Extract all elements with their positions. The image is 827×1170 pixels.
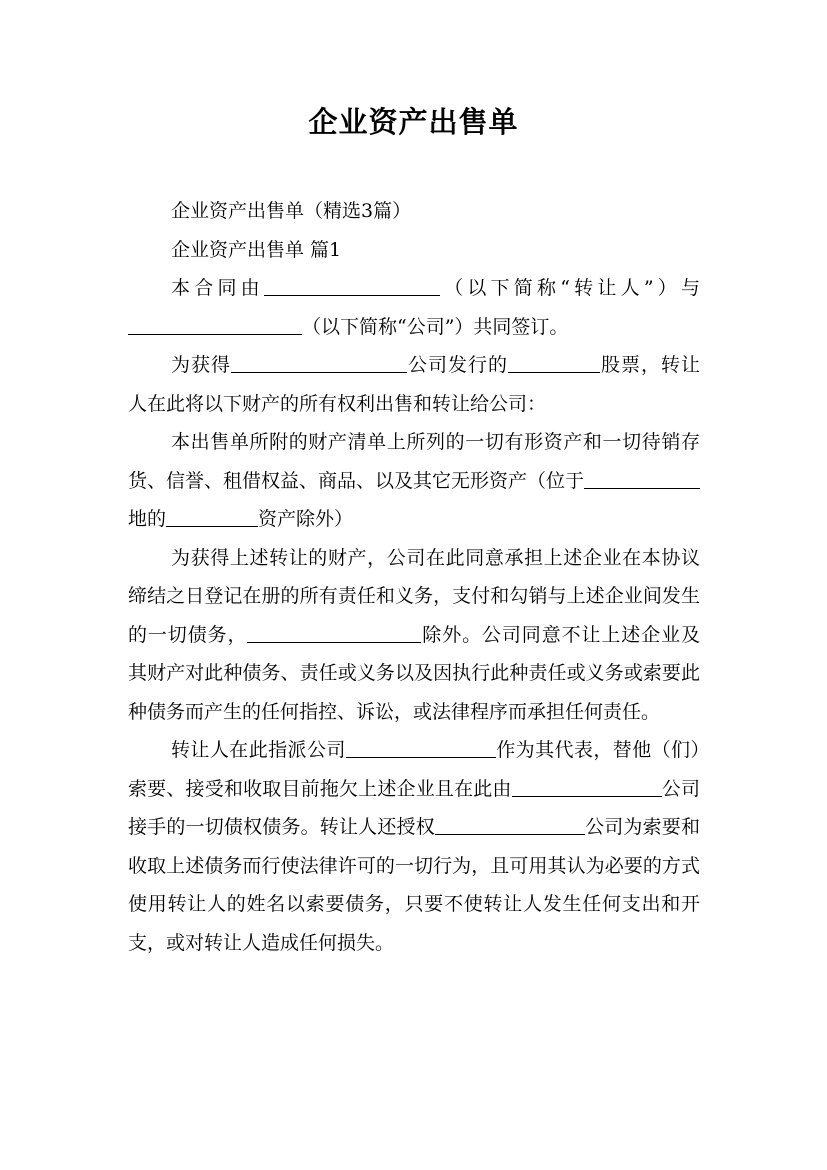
authorized-company-blank <box>435 816 585 835</box>
paragraph-parties <box>128 269 700 346</box>
issuing-company-blank <box>231 354 407 373</box>
paragraph-parties-text-a: 本合同由 <box>171 277 264 299</box>
paragraph-parties-text-c: （以下简称“公司”）共同签订。 <box>302 315 569 338</box>
paragraph-liabilities-text-a: 为获得上述转让的财产，公司在此同意承担上述企业在本协议缔结之日登记在册的所有责任和义务，支付和勾销与上述企业间发生的一切债务， <box>128 546 700 646</box>
excluded-debt-blank <box>247 624 421 643</box>
section-heading: 企业资产出售单 篇1 <box>171 238 342 261</box>
representative-blank <box>346 739 496 758</box>
paragraph-parties-text-b: （以下简称“转让人”）与 <box>439 277 700 299</box>
subtitle-line: 企业资产出售单（精选3篇） <box>171 200 412 222</box>
paragraph-assets-text-a: 本出售单所附的财产清单上所列的一切有形资产和一切待销存货、信誉、租借权益、商品、以及其它无形资产（位于 <box>128 431 700 492</box>
paragraph-appointment <box>128 731 700 962</box>
company-name-blank <box>128 316 302 335</box>
paragraph-consideration-text-a: 为获得 <box>171 354 231 376</box>
paragraph-liabilities <box>128 539 700 732</box>
location-blank <box>584 470 700 489</box>
paragraph-consideration-text-b: 公司发行的 <box>407 354 508 376</box>
paragraph-consideration <box>128 346 700 423</box>
excluded-asset-blank <box>166 508 258 527</box>
paragraph-appointment-text-b: 作为其代表，替他（们）索要、接受和收取目前拖欠上述企业且在此由 <box>128 739 700 800</box>
paragraph-appointment-text-c: 公司接手的一切债权债务。转让人还授权 <box>128 777 700 838</box>
document-title: 企业资产出售单 <box>308 105 519 139</box>
paragraph-assets <box>128 423 700 539</box>
paragraph-appointment-text-d: 公司为索要和收取上述债务而行使法律许可的一切行为，且可用其认为必要的方式使用转让人的姓名以索要债务，只要不使转让人发生任何支出和开支，或对转让人造成任何损失。 <box>128 816 700 954</box>
paragraph-assets-text-c: 资产除外） <box>258 508 354 530</box>
paragraph-liabilities-text-b: 除外。公司同意不让上述企业及其财产对此种债务、责任或义务以及因执行此种责任或义务或索要此种债务而产生的任何指控、诉讼，或法律程序而承担任何责任。 <box>128 623 700 723</box>
paragraph-assets-text-b: 地的 <box>128 508 167 530</box>
paragraph-appointment-text-a: 转让人在此指派公司 <box>171 739 346 761</box>
transferor-name-blank <box>264 277 440 296</box>
document-body <box>128 192 700 962</box>
paragraph-consideration-text-c: 股票，转让人在此将以下财产的所有权利出售和转让给公司： <box>128 354 700 415</box>
share-amount-blank <box>508 354 600 373</box>
receiving-company-blank <box>512 778 662 797</box>
